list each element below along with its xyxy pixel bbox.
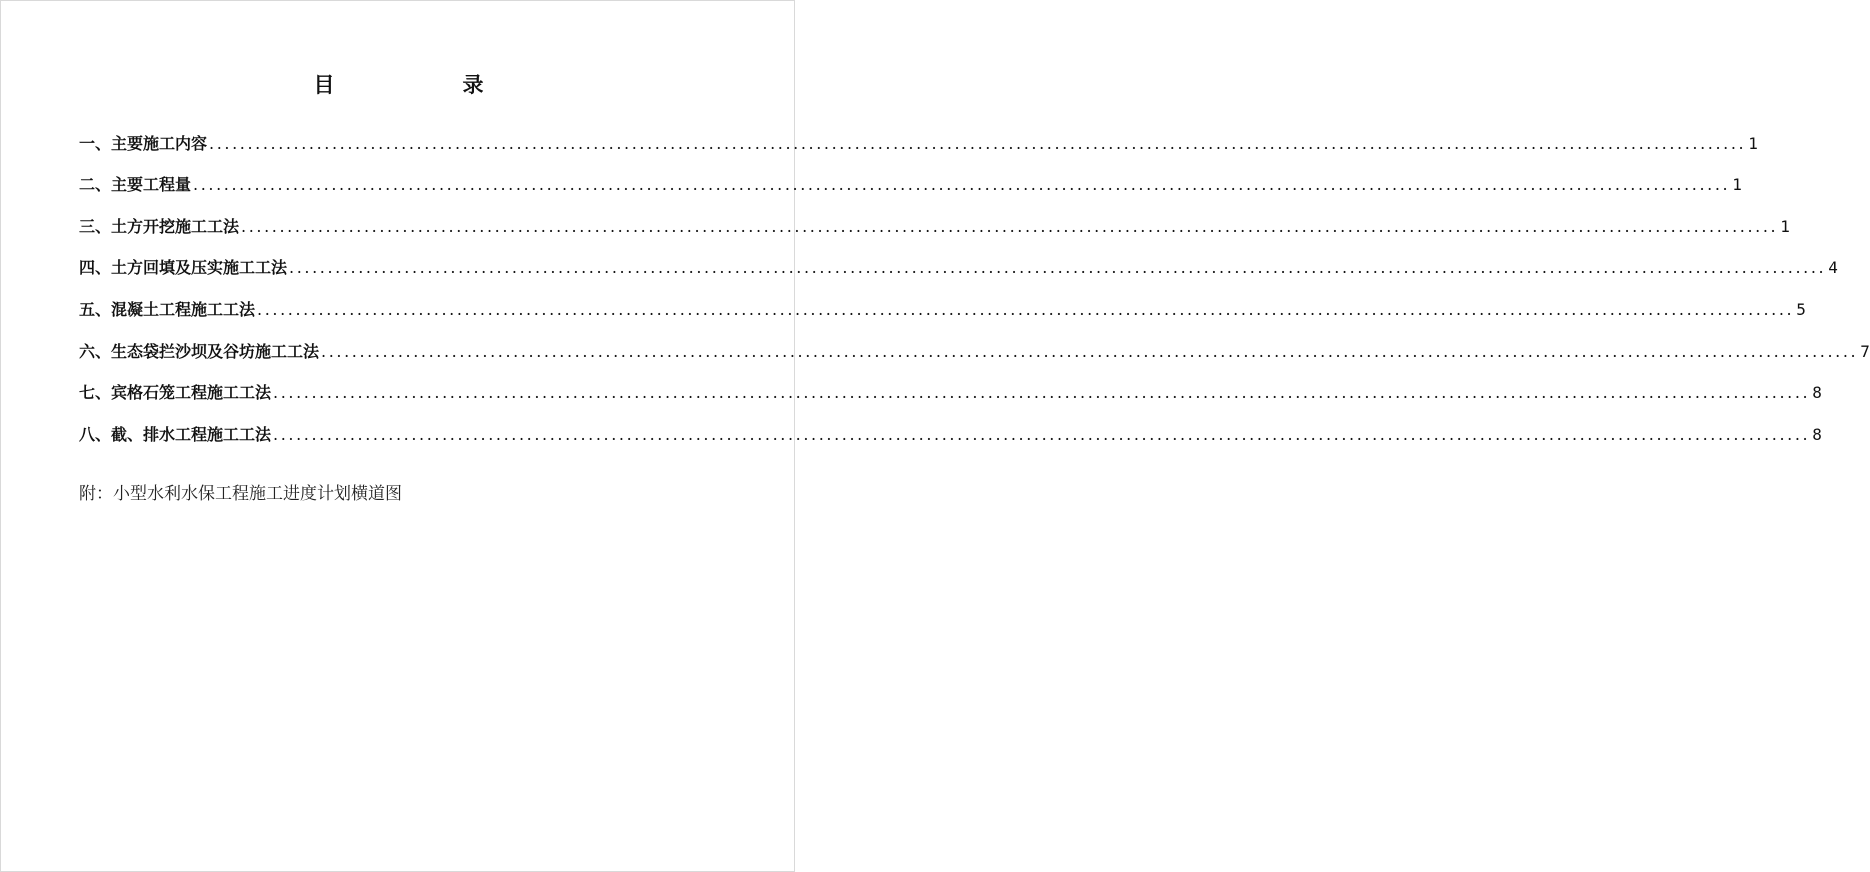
- toc-page-number: 5: [1796, 299, 1806, 319]
- toc-entry-text: 五、混凝土工程施工工法: [79, 299, 256, 319]
- toc-entry-1[interactable]: [79, 113, 1758, 155]
- toc-entry-text: 三、土方开挖施工工法: [79, 216, 240, 236]
- toc-leader-dots: ........................................................................................................................................................................................................: [273, 424, 1811, 444]
- toc-entry-text: 四、土方回填及压实施工工法: [79, 258, 288, 278]
- toc-page-number: 4: [1828, 258, 1838, 278]
- toc-page-number: 8: [1812, 424, 1822, 444]
- toc-entry-7[interactable]: [79, 363, 1822, 405]
- toc-list: [79, 113, 1870, 446]
- toc-entry-text: 一、主要施工内容: [79, 133, 208, 153]
- toc-page-number: 1: [1732, 175, 1742, 195]
- toc-title-part2: 录: [462, 72, 484, 97]
- toc-entry-text: 二、主要工程量: [79, 175, 192, 195]
- toc-leader-dots: ........................................................................................................................................................................................................: [321, 341, 1859, 361]
- toc-entry-4[interactable]: [79, 238, 1838, 280]
- toc-page-number: 1: [1780, 216, 1790, 236]
- toc-leader-dots: ........................................................................................................................................................................................................: [289, 258, 1827, 278]
- toc-leader-dots: ........................................................................................................................................................................................................: [257, 299, 1795, 319]
- toc-entry-text: 七、宾格石笼工程施工工法: [79, 383, 272, 403]
- toc-title-part1: 目: [313, 72, 335, 97]
- toc-entry-3[interactable]: [79, 196, 1790, 238]
- toc-title: [1, 69, 796, 99]
- toc-entry-text: 八、截、排水工程施工工法: [79, 424, 272, 444]
- toc-entry-6[interactable]: [79, 321, 1870, 363]
- toc-entry-text: 六、生态袋拦沙坝及谷坊施工工法: [79, 341, 320, 361]
- toc-leader-dots: ........................................................................................................................................................................................................: [193, 175, 1731, 195]
- toc-page-number: 7: [1860, 341, 1870, 361]
- toc-entry-2[interactable]: [79, 155, 1742, 197]
- toc-leader-dots: ........................................................................................................................................................................................................: [241, 216, 1779, 236]
- toc-entry-5[interactable]: [79, 279, 1806, 321]
- toc-page-number: 1: [1748, 133, 1758, 153]
- toc-page-number: 8: [1812, 383, 1822, 403]
- toc-leader-dots: ........................................................................................................................................................................................................: [209, 133, 1747, 153]
- appendix-note: 附：小型水利水保工程施工进度计划横道图: [79, 484, 402, 504]
- toc-leader-dots: ........................................................................................................................................................................................................: [273, 383, 1811, 403]
- toc-entry-8[interactable]: [79, 404, 1822, 446]
